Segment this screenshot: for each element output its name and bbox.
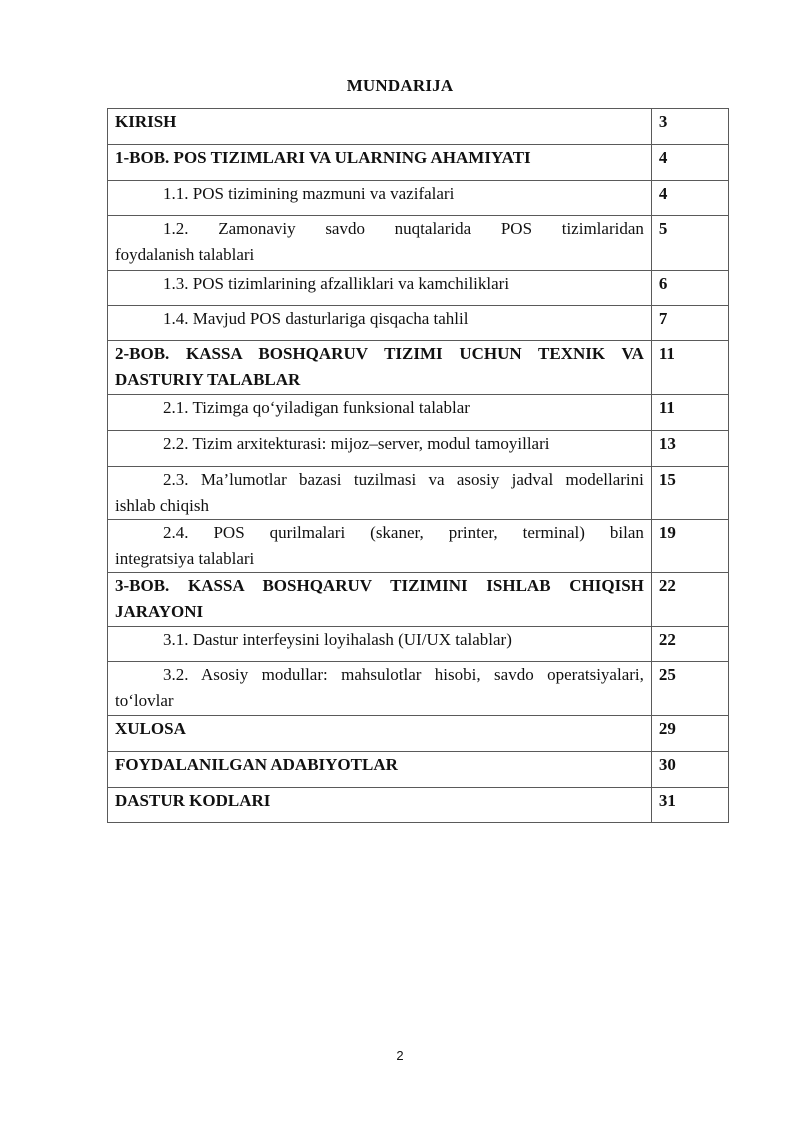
toc-entry-page: 11 <box>651 395 728 431</box>
page-title: MUNDARIJA <box>346 76 454 95</box>
toc-entry-page: 6 <box>651 271 728 306</box>
toc-entry-page: 29 <box>651 716 728 752</box>
toc-row-kirish <box>108 109 729 145</box>
toc-row-section-1-4 <box>108 306 729 341</box>
toc-row-section-3-2 <box>108 662 729 716</box>
toc-row-section-3-1 <box>108 627 729 662</box>
toc-row-chapter-1 <box>108 145 729 181</box>
toc-entry-page: 22 <box>651 627 728 662</box>
toc-entry-page: 7 <box>651 306 728 341</box>
toc-entry-title: 1.3. POS tizimlarining afzalliklari va kamchiliklari <box>108 271 652 306</box>
toc-entry-title: XULOSA <box>108 716 652 752</box>
toc-entry-page: 19 <box>651 520 728 573</box>
toc-entry-title: 2.2. Tizim arxitekturasi: mijoz–server, modul tamoyillari <box>108 431 652 467</box>
toc-row-chapter-2 <box>108 341 729 395</box>
toc-row-xulosa <box>108 716 729 752</box>
toc-entry-title: 3.1. Dastur interfeysini loyihalash (UI/UX talablar) <box>108 627 652 662</box>
toc-row-dastur-kodlari <box>108 788 729 823</box>
toc-entry-page: 25 <box>651 662 728 716</box>
toc-entry-title: 1.1. POS tizimining mazmuni va vazifalari <box>108 181 652 216</box>
toc-entry-title: 1-BOB. POS TIZIMLARI VA ULARNING AHAMIYATI <box>108 145 652 181</box>
toc-row-section-2-4 <box>108 520 729 573</box>
toc-entry-page: 3 <box>651 109 728 145</box>
toc-entry-page: 11 <box>651 341 728 395</box>
toc-entry-title: 2.1. Tizimga qo‘yiladigan funksional talablar <box>108 395 652 431</box>
toc-row-section-1-1 <box>108 181 729 216</box>
toc-entry-page: 15 <box>651 467 728 520</box>
toc-row-section-2-2 <box>108 431 729 467</box>
page-number: 2 <box>396 1048 404 1063</box>
toc-row-section-1-2 <box>108 216 729 271</box>
toc-row-section-2-3 <box>108 467 729 520</box>
toc-entry-title: 2.4. POS qurilmalari (skaner, printer, terminal) bilan integratsiya talablari <box>108 520 652 573</box>
toc-entry-title: 3.2. Asosiy modullar: mahsulotlar hisobi, savdo operatsiyalari, to‘lovlar <box>108 662 652 716</box>
toc-entry-title: 2-BOB. KASSA BOSHQARUV TIZIMI UCHUN TEXNIK VA DASTURIY TALABLAR <box>108 341 652 395</box>
toc-entry-page: 22 <box>651 573 728 627</box>
toc-entry-title: 1.2. Zamonaviy savdo nuqtalarida POS tizimlaridan foydalanish talablari <box>108 216 652 271</box>
toc-entry-title: KIRISH <box>108 109 652 145</box>
toc-entry-title: DASTUR KODLARI <box>108 788 652 823</box>
toc-row-section-2-1 <box>108 395 729 431</box>
toc-entry-title: FOYDALANILGAN ADABIYOTLAR <box>108 752 652 788</box>
toc-row-chapter-3 <box>108 573 729 627</box>
toc-entry-page: 5 <box>651 216 728 271</box>
toc-entry-page: 31 <box>651 788 728 823</box>
toc-entry-page: 4 <box>651 145 728 181</box>
toc-entry-title: 1.4. Mavjud POS dasturlariga qisqacha tahlil <box>108 306 652 341</box>
toc-entry-page: 4 <box>651 181 728 216</box>
toc-entry-page: 13 <box>651 431 728 467</box>
toc-entry-title: 2.3. Ma’lumotlar bazasi tuzilmasi va asosiy jadval modellarini ishlab chiqish <box>108 467 652 520</box>
toc-row-section-1-3 <box>108 271 729 306</box>
toc-row-adabiyotlar <box>108 752 729 788</box>
table-of-contents <box>107 108 729 823</box>
toc-entry-title: 3-BOB. KASSA BOSHQARUV TIZIMINI ISHLAB CHIQISH JARAYONI <box>108 573 652 627</box>
toc-entry-page: 30 <box>651 752 728 788</box>
